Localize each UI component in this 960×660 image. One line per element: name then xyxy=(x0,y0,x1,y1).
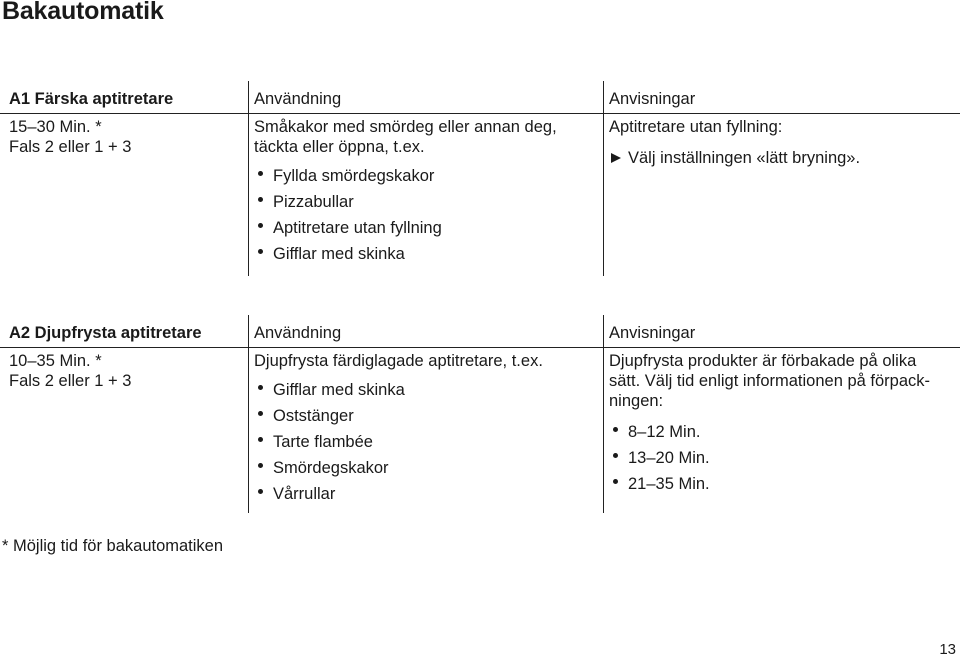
list-item: 13–20 Min. xyxy=(609,445,954,471)
list-item: Fyllda smördegskakor xyxy=(254,163,599,189)
list-item: Pizzabullar xyxy=(254,189,599,215)
arrow-icon xyxy=(611,153,621,163)
column-divider xyxy=(248,315,249,513)
list-item: Oststänger xyxy=(254,403,599,429)
header-divider xyxy=(0,113,960,114)
footnote: * Möjlig tid för bakautomatiken xyxy=(2,537,224,555)
header-divider xyxy=(0,347,960,348)
usage-cell xyxy=(254,351,599,507)
notes-text: ningen: xyxy=(609,392,664,410)
notes-text: sätt. Välj tid enligt informationen på förpack- xyxy=(609,372,931,390)
notes-cell xyxy=(609,117,954,168)
usage-text: Småkakor med smördeg eller annan deg, xyxy=(254,118,557,136)
usage-text: Djupfrysta färdiglagade aptitretare, t.ex. xyxy=(254,352,543,370)
instruction-text: Välj inställningen «lätt bryning». xyxy=(628,149,861,167)
time-cell xyxy=(9,351,131,391)
usage-cell xyxy=(254,117,599,267)
list-item: Gifflar med skinka xyxy=(254,377,599,403)
column-divider xyxy=(603,81,604,276)
page-title: Bakautomatik xyxy=(2,0,164,25)
usage-list xyxy=(254,163,599,267)
list-item: Vårrullar xyxy=(254,481,599,507)
notes-cell xyxy=(609,351,954,497)
time-options-list xyxy=(609,419,954,497)
section-title: A2 Djupfrysta aptitretare xyxy=(9,324,202,342)
list-item: Aptitretare utan fyllning xyxy=(254,215,599,241)
time-text: 10–35 Min. * xyxy=(9,352,102,370)
column-header-usage: Användning xyxy=(254,90,342,108)
rack-text: Fals 2 eller 1 + 3 xyxy=(9,138,132,156)
list-item: Smördegskakor xyxy=(254,455,599,481)
column-header-notes: Anvisningar xyxy=(609,324,696,342)
time-text: 15–30 Min. * xyxy=(9,118,102,136)
rack-text: Fals 2 eller 1 + 3 xyxy=(9,372,132,390)
list-item: Gifflar med skinka xyxy=(254,241,599,267)
column-divider xyxy=(603,315,604,513)
column-header-usage: Användning xyxy=(254,324,342,342)
list-item: 8–12 Min. xyxy=(609,419,954,445)
instruction-step xyxy=(609,148,954,168)
list-item: 21–35 Min. xyxy=(609,471,954,497)
page-number: 13 xyxy=(939,641,956,658)
usage-list xyxy=(254,377,599,507)
column-header-notes: Anvisningar xyxy=(609,90,696,108)
section-title: A1 Färska aptitretare xyxy=(9,90,174,108)
list-item: Tarte flambée xyxy=(254,429,599,455)
notes-text: Aptitretare utan fyllning: xyxy=(609,118,783,136)
usage-text: täckta eller öppna, t.ex. xyxy=(254,138,425,156)
notes-text: Djupfrysta produkter är förbakade på olika xyxy=(609,352,917,370)
column-divider xyxy=(248,81,249,276)
time-cell xyxy=(9,117,131,157)
